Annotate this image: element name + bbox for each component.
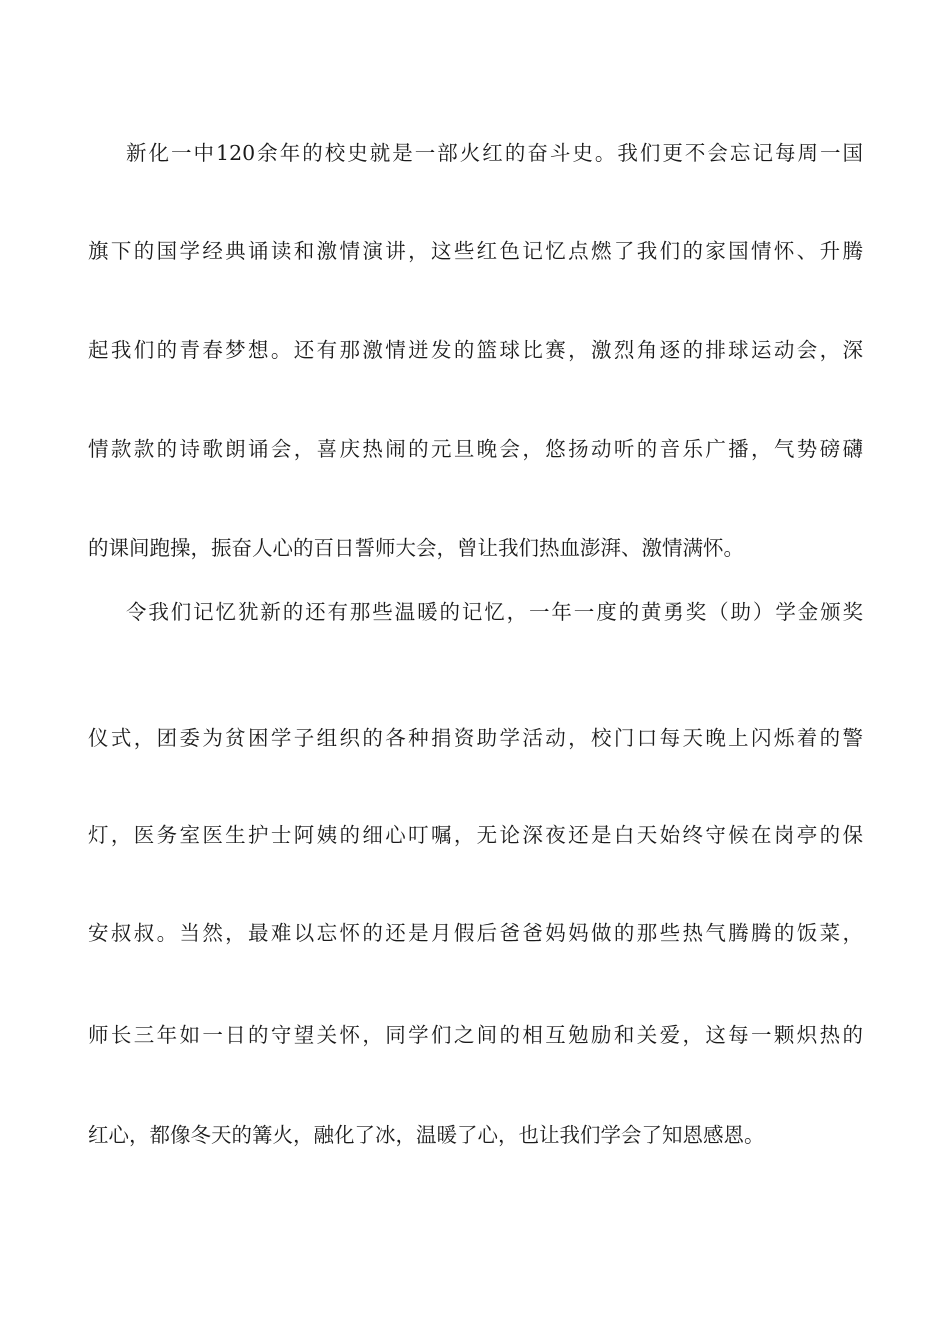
- text-line: 旗下的国学经典诵读和激情演讲，这些红色记忆点燃了我们的家国情怀、升腾: [88, 239, 863, 263]
- text-line: 令我们记忆犹新的还有那些温暖的记忆，一年一度的黄勇奖（助）学金颁奖: [126, 600, 863, 624]
- text-line: 的课间跑操，振奋人心的百日誓师大会，曾让我们热血澎湃、激情满怀。: [88, 536, 744, 560]
- text-line: 安叔叔。当然，最难以忘怀的还是月假后爸爸妈妈做的那些热气腾腾的饭菜，: [88, 921, 863, 945]
- text-line: 新化一中120余年的校史就是一部火红的奋斗史。我们更不会忘记每周一国: [126, 141, 863, 165]
- text-line: 灯，医务室医生护士阿姨的细心叮嘱，无论深夜还是白天始终守候在岗亭的保: [88, 823, 863, 847]
- text-line: 红心，都像冬天的篝火，融化了冰，温暖了心，也让我们学会了知恩感恩。: [88, 1123, 765, 1147]
- text-line: 师长三年如一日的守望关怀，同学们之间的相互勉励和关爱，这每一颗炽热的: [88, 1023, 863, 1047]
- text-line: 情款款的诗歌朗诵会，喜庆热闹的元旦晚会，悠扬动听的音乐广播，气势磅礴: [88, 437, 863, 461]
- text-line: 起我们的青春梦想。还有那激情迸发的篮球比赛，激烈角逐的排球运动会，深: [88, 338, 863, 362]
- text-line: 仪式，团委为贫困学子组织的各种捐资助学活动，校门口每天晚上闪烁着的警: [88, 726, 863, 750]
